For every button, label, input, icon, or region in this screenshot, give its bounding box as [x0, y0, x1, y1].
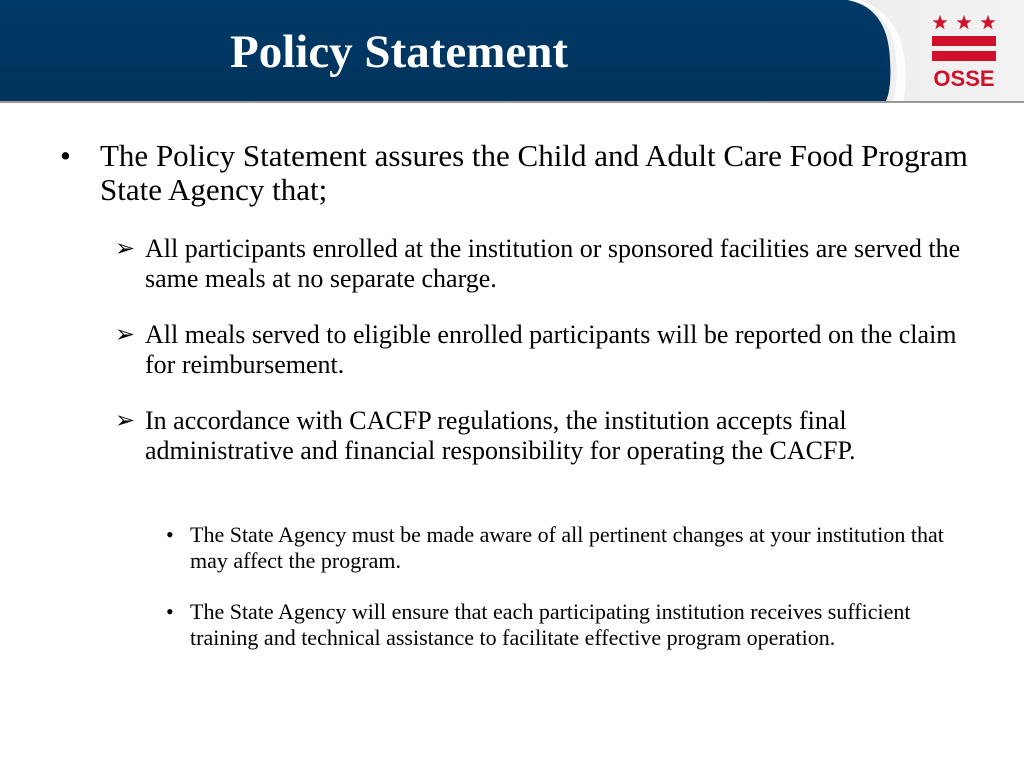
arrow-bullet-icon: ➢ [115, 322, 136, 348]
bullet-text: All meals served to eligible enrolled participants will be reported on the claim for reimbursement. [145, 320, 957, 379]
arrow-bullet-icon: ➢ [115, 236, 136, 262]
bullet-text: The State Agency will ensure that each participating institution receives sufficient training and technical assistance to facilitate effective program operation. [190, 599, 911, 650]
arrow-bullet-icon: ➢ [115, 408, 136, 434]
bullet-item-level2 [115, 320, 975, 380]
bullet-item-level3 [166, 599, 970, 651]
bullet-icon: • [166, 522, 174, 547]
bullet-text: The Policy Statement assures the Child and Adult Care Food Program State Agency that; [100, 138, 968, 207]
bullet-item-level2 [115, 234, 975, 294]
bullet-item-level2 [115, 406, 975, 466]
bullet-text: The State Agency must be made aware of all pertinent changes at your institution that may affect the program. [190, 522, 944, 573]
bullet-text: In accordance with CACFP regulations, the institution accepts final administrative and financial responsibility for operating the CACFP. [145, 406, 856, 465]
logo-text: OSSE [933, 66, 995, 91]
bullet-text: All participants enrolled at the institution or sponsored facilities are served the same meals at no separate charge. [145, 234, 961, 293]
bullet-icon: • [60, 138, 71, 173]
bullet-item-level1 [60, 138, 970, 207]
bullet-item-level3 [166, 522, 970, 574]
bullet-icon: • [166, 599, 174, 624]
page-title: Policy Statement [230, 26, 569, 78]
